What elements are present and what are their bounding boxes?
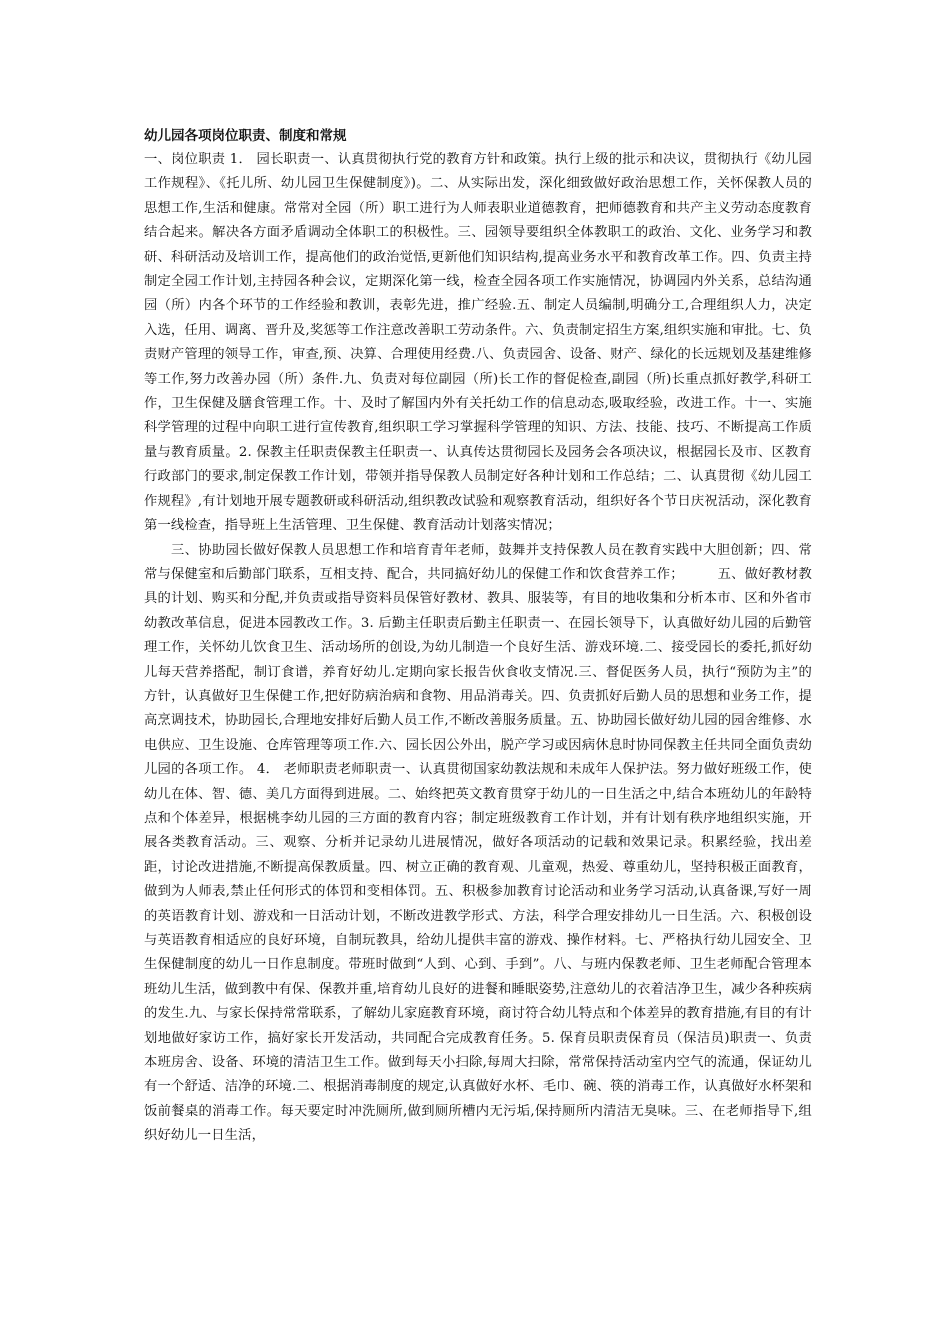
paragraph-2: 三、协助园长做好保教人员思想工作和培育青年老师，鼓舞并支持保教人员在教育实践中大胆创新；四、常常与保健室和后勤部门联系，互相支持、配合，共同搞好幼儿的保健工作和饮食营养工作； 五、做好教材教具的计划、购买和分配,并负责或指导资料员保管好教材、教具、服装等，有目的地收集和分析本市、区和外省市幼教改革信息，促进本园教改工作。3. 后勤主任职责后勤主任职责一、在园长领导下，认真做好幼儿园的后勤管理工作，关怀幼儿饮食卫生、活动场所的创设,为幼儿制造一个良好生活、游戏环境.二、接受园长的委托,抓好幼儿每天营养搭配，制订食谱，养育好幼儿.定期向家长报告伙食收支情况.三、督促医务人员，执行“预防为主”的方针，认真做好卫生保健工作,把好防病治病和食物、用品消毒关。四、负责抓好后勤人员的思想和业务工作，提高烹调技术，协助园长,合理地安排好后勤人员工作,不断改善服务质量。五、协助园长做好幼儿园的园舍维修、水电供应、卫生设施、仓库管理等项工作.六、园长因公外出，脱产学习或因病休息时协同保教主任共同全面负责幼儿园的各项工作。 4． 老师职责老师职责一、认真贯彻国家幼教法规和未成年人保护法。努力做好班级工作，使幼儿在体、智、德、美几方面得到进展。二、始终把英文教育贯穿于幼儿的一日生活之中,结合本班幼儿的年龄特点和个体差异，根据桃李幼儿园的三方面的教育内容；制定班级教育工作计划，并有计划有秩序地组织实施，开展各类教育活动。三、观察、分析并记录幼儿进展情况，做好各项活动的记载和效果记录。积累经验，找出差距，讨论改进措施,不断提高保教质量。四、树立正确的教育观、儿童观，热爱、尊重幼儿，坚持积极正面教育，做到为人师表,禁止任何形式的体罚和变相体罚。五、积极参加教育讨论活动和业务学习活动,认真备课,写好一周的英语教育计划、游戏和一日活动计划，不断改进教学形式、方法，科学合理安排幼儿一日生活。六、积极创设与英语教育相适应的良好环境，自制玩教具，给幼儿提供丰富的游戏、操作材料。七、严格执行幼儿园安全、卫生保健制度的幼儿一日作息制度。带班时做到“人到、心到、手到”。八、与班内保教老师、卫生老师配合管理本班幼儿生活，做到教中有保、保教并重,培育幼儿良好的进餐和睡眠姿势,注意幼儿的衣着洁净卫生，减少各种疾病的发生.九、与家长保持常常联系，了解幼儿家庭教育环境，商讨符合幼儿特点和个体差异的教育措施,有目的有计划地做好家访工作，搞好家长开发活动，共同配合完成教育任务。5. 保育员职责保育员（保洁员)职责一、负责本班房舍、设备、环境的清洁卫生工作。做到每天小扫除,每周大扫除，常常保持活动室内空气的流通，保证幼儿有一个舒适、洁净的环境.二、根据消毒制度的规定,认真做好水杯、毛巾、碗、筷的消毒工作，认真做好水杯架和饭前餐桌的消毒工作。每天要定时冲洗厕所,做到厕所槽内无污垢,保持厕所内清洁无臭味。三、在老师指导下,组织好幼儿一日生活，: [144, 542, 812, 1144]
paragraph-1: 一、岗位职责 1． 园长职责一、认真贯彻执行党的教育方针和政策。执行上级的批示和决议，贯彻执行《幼儿园工作规程》、《托儿所、幼儿园卫生保健制度》)。二、从实际出发，深化细致做好政治思想工作，关怀保教人员的思想工作,生活和健康。常常对全园（所）职工进行为人师表职业道德教育，把师德教育和共产主义劳动态度教育结合起来。解决各方面矛盾调动全体职工的积极性。三、园领导要组织全体教职工的政治、文化、业务学习和教研、科研活动及培训工作，提高他们的政治觉悟,更新他们知识结构,提高业务水平和教育改革工作。四、负责主持制定全园工作计划,主持园各种会议，定期深化第一线，检查全园各项工作实施情况，协调园内外关系，总结沟通园（所）内各个环节的工作经验和教训，表彰先进，推广经验.五、制定人员编制,明确分工,合理组织人力，决定入选，任用、调离、晋升及,奖惩等工作注意改善职工劳动条件。六、负责制定招生方案,组织实施和审批。七、负责财产管理的领导工作，审查,预、决算、合理使用经费.八、负责园舍、设备、财产、绿化的长远规划及基建维修等工作,努力改善办园（所）条件.九、负责对每位副园（所)长工作的督促检查,副园（所)长重点抓好教学,科研工作，卫生保健及膳食管理工作。十、及时了解国内外有关托幼工作的信息动态,吸取经验，改进工作。十一、实施科学管理的过程中向职工进行宣传教育,组织职工学习掌握科学管理的知识、方法、技能、技巧、不断提高工作质量与教育质量。2. 保教主任职责保教主任职责一、认真传达贯彻园长及园务会各项决议，根据园长及市、区教育行政部门的要求,制定保教工作计划，带领并指导保教人员制定好各种计划和工作总结；二、认真贯彻《幼儿园工作规程》,有计划地开展专题教研或科研活动,组织教改试验和观察教育活动，组织好各个节日庆祝活动，深化教育第一线检查，指导班上生活管理、卫生保健、教育活动计划落实情况；: [144, 152, 812, 534]
document-page: [144, 124, 812, 1149]
document-title: 幼儿园各项岗位职责、制度和常规: [144, 128, 347, 144]
